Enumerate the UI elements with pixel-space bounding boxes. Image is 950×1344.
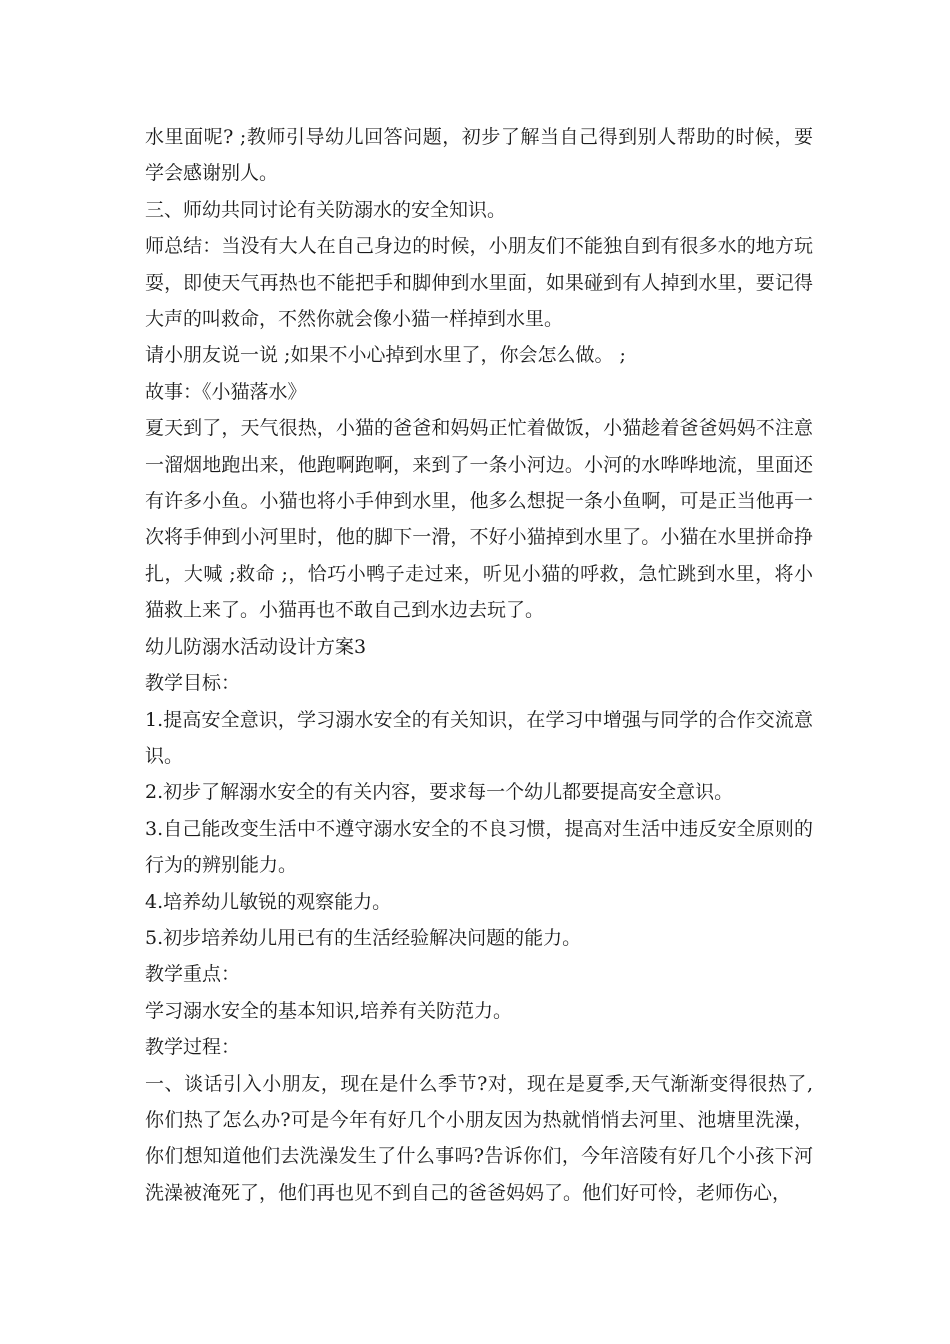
paragraph: 请小朋友说一说 ;如果不小心掉到水里了，你会怎么做。 ; bbox=[145, 344, 626, 367]
section-heading: 教学过程： bbox=[145, 1036, 241, 1059]
section-heading: 教学目标： bbox=[145, 672, 241, 695]
story-paragraph: 夏天到了，天气很热，小猫的爸爸和妈妈正忙着做饭，小猫趁着爸爸妈妈不注意一溜烟地跑出来，他跑啊跑啊，来到了一条小河边。小河的水哗哗地流，里面还有许多小鱼。小猫也将小手伸到水里，他多么想捉一条小鱼啊，可是正当他再一次将手伸到小河里时，他的脚下一滑，不好小猫掉到水里了。小猫在水里拼命挣扎，大喊 ;救命 ;，恰巧小鸭子走过来，听见小猫的呼救，急忙跳到水里，将小猫救上来了。小猫再也不敢自己到水边去玩了。 bbox=[145, 417, 813, 622]
paragraph: 师总结：当没有大人在自己身边的时候，小朋友们不能独自到有很多水的地方玩耍，即使天气再热也不能把手和脚伸到水里面，如果碰到有人掉到水里，要记得大声的叫救命，不然你就会像小猫一样掉到水里。 bbox=[145, 235, 813, 331]
section-heading: 三、师幼共同讨论有关防溺水的安全知识。 bbox=[145, 198, 507, 221]
story-title: 故事：《小猫落水》 bbox=[145, 380, 307, 403]
list-item: 5.初步培养幼儿用已有的生活经验解决问题的能力。 bbox=[145, 926, 582, 949]
document-title: 幼儿防溺水活动设计方案3 bbox=[145, 635, 367, 658]
section-heading: 教学重点： bbox=[145, 963, 241, 986]
document-body bbox=[145, 119, 813, 1211]
list-item: 2.初步了解溺水安全的有关内容，要求每一个幼儿都要提高安全意识。 bbox=[145, 781, 734, 804]
list-item: 3.自己能改变生活中不遵守溺水安全的不良习惯，提高对生活中违反安全原则的行为的辨别能力。 bbox=[145, 817, 813, 877]
paragraph: 水里面呢? ;教师引导幼儿回答问题，初步了解当自己得到别人帮助的时候，要学会感谢别人。 bbox=[145, 126, 813, 185]
paragraph: 一、谈话引入小朋友，现在是什么季节?对，现在是夏季,天气渐渐变得很热了,你们热了怎么办?可是今年有好几个小朋友因为热就悄悄去河里、池塘里洗澡，你们想知道他们去洗澡发生了什么事吗?告诉你们，今年涪陵有好几个小孩下河洗澡被淹死了，他们再也见不到自己的爸爸妈妈了。他们好可怜，老师伤心， bbox=[145, 1072, 813, 1204]
list-item: 1.提高安全意识，学习溺水安全的有关知识，在学习中增强与同学的合作交流意识。 bbox=[145, 708, 813, 767]
paragraph: 学习溺水安全的基本知识,培养有关防范力。 bbox=[145, 999, 513, 1022]
list-item: 4.培养幼儿敏锐的观察能力。 bbox=[145, 890, 392, 913]
